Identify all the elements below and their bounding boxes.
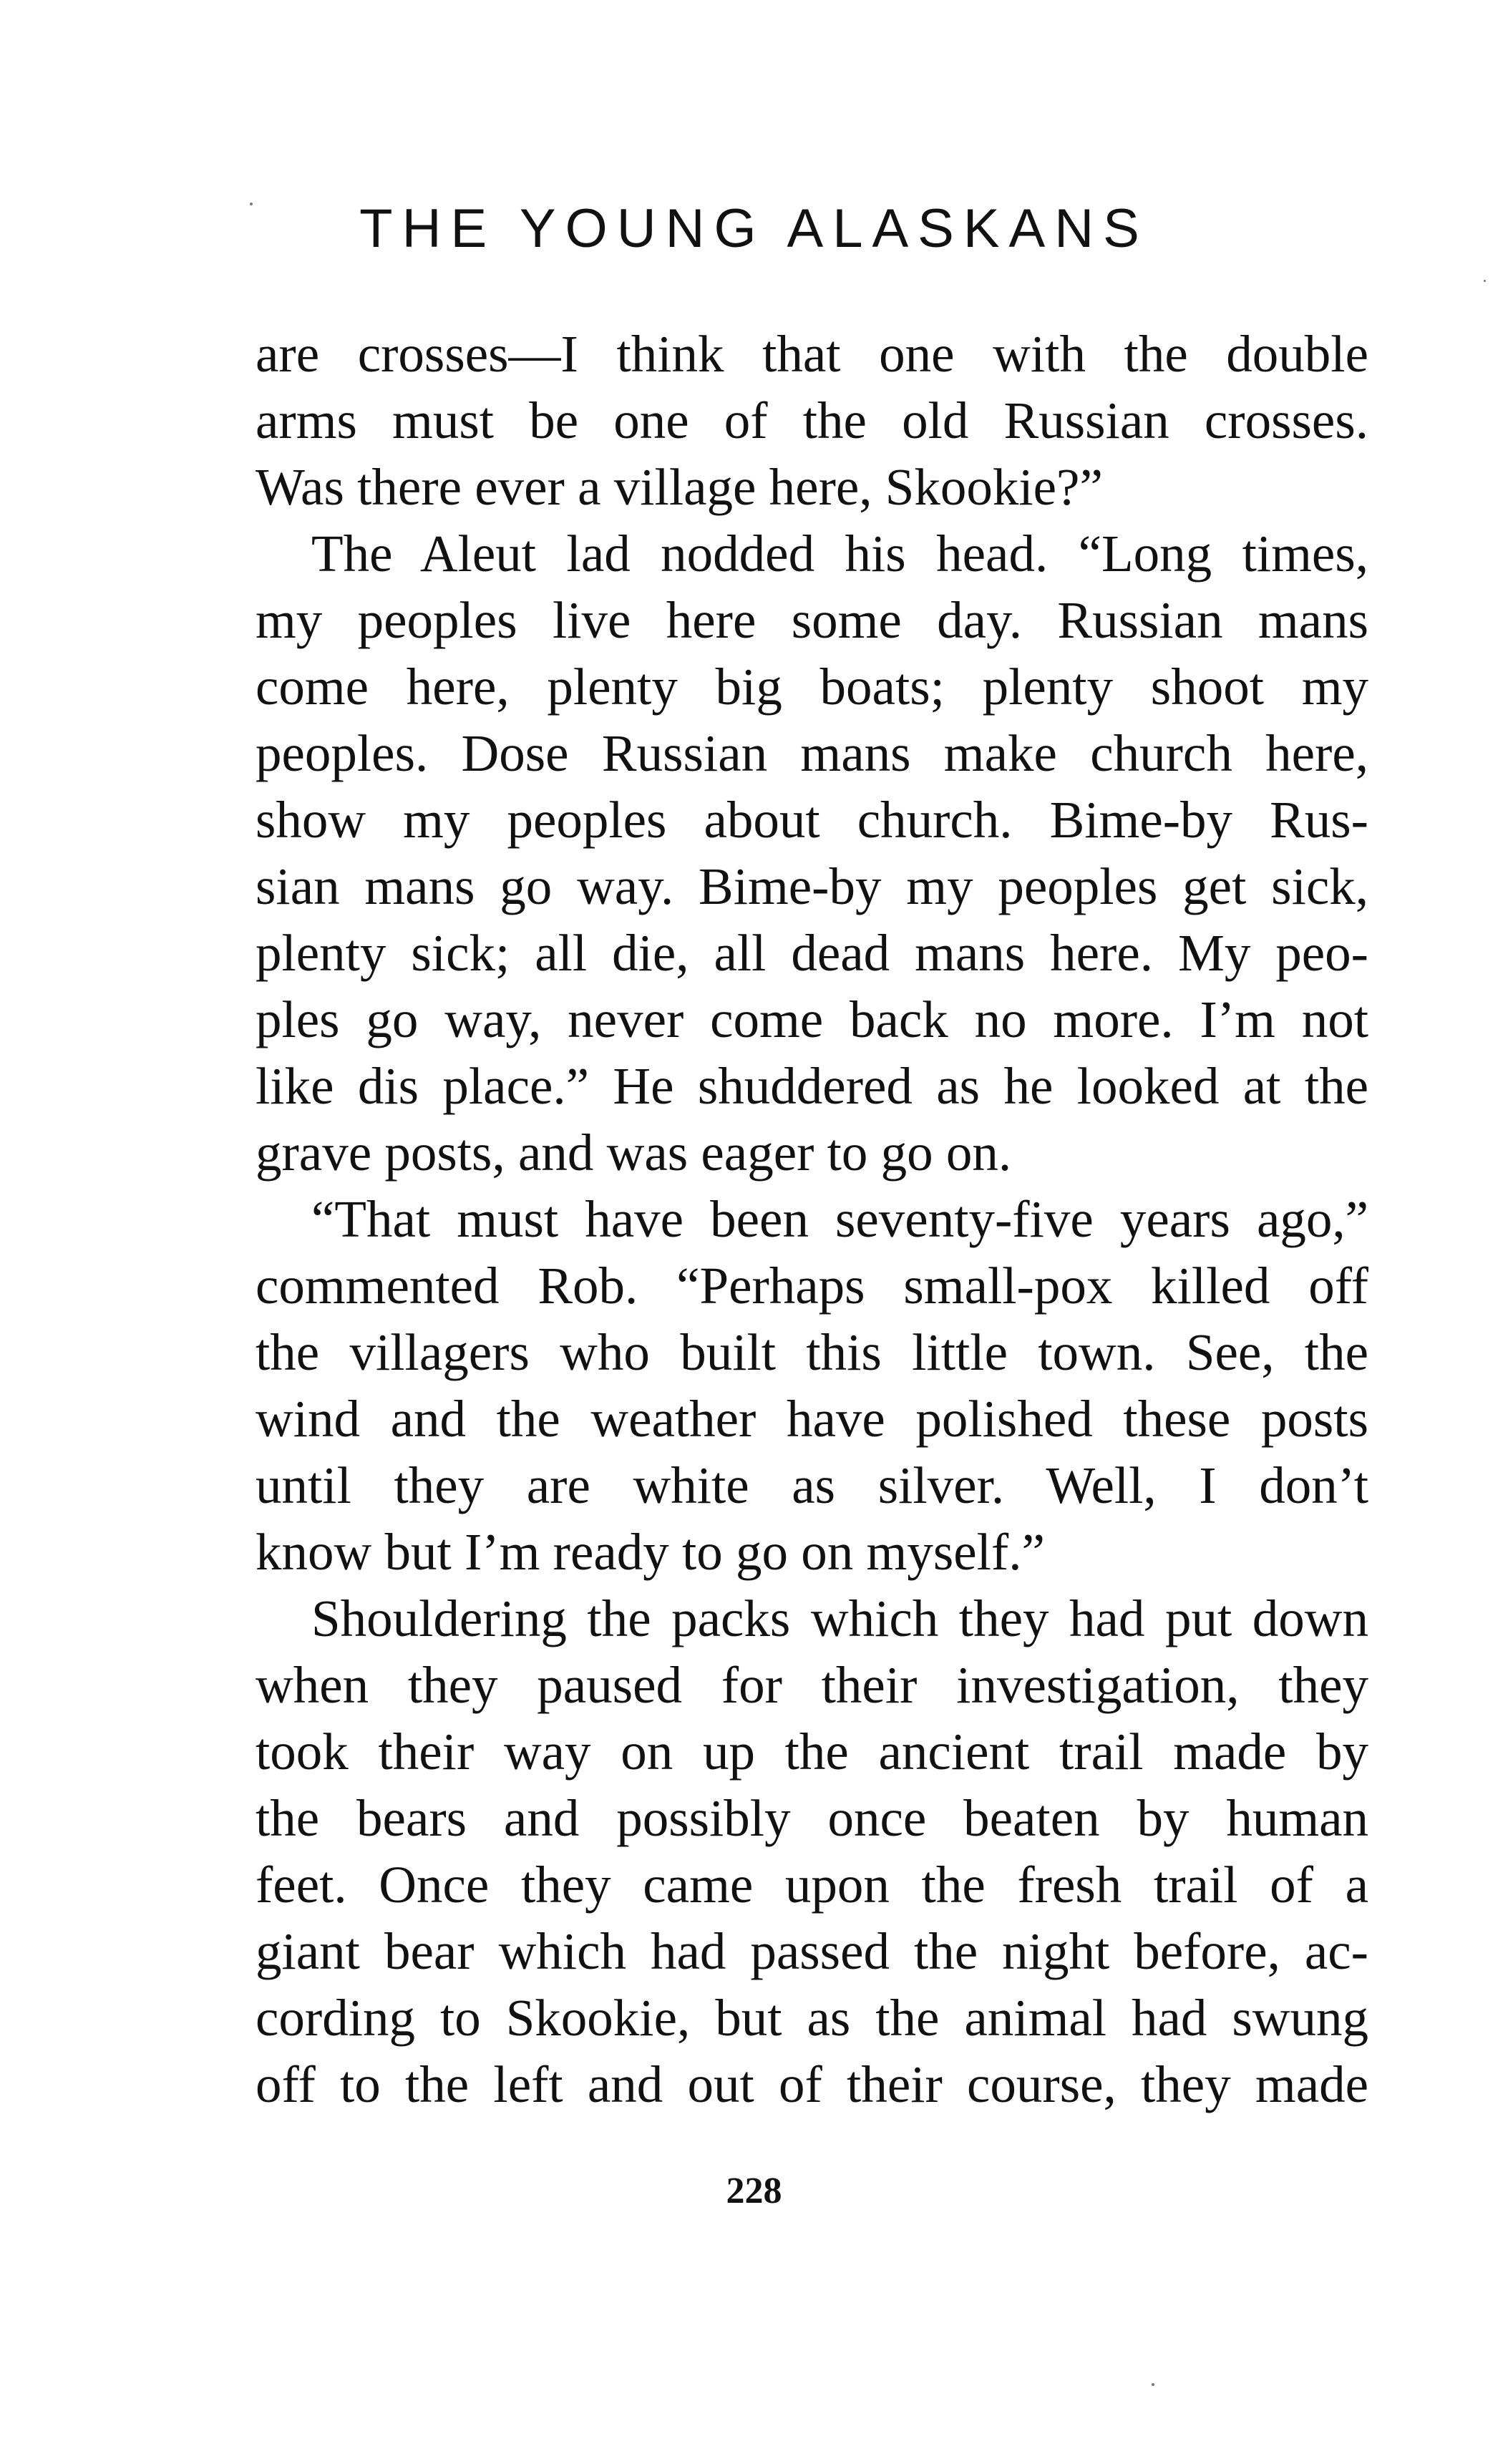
text-line: my peoples live here some day. Russian mans	[256, 591, 1368, 649]
text-line: arms must be one of the old Russian crosses.	[256, 391, 1368, 449]
page-number: 228	[726, 2171, 782, 2211]
paragraph-2	[256, 520, 1368, 1186]
text-line: The Aleut lad nodded his head. “Long times,	[311, 525, 1368, 583]
text-line: ples go way, never come back no more. I’m not	[256, 990, 1368, 1048]
text-line: show my peoples about church. Bime-by Rus-	[256, 791, 1368, 849]
text-line: took their way on up the ancient trail made by	[256, 1723, 1368, 1781]
paper-speck	[1152, 2383, 1154, 2386]
text-line: Shouldering the packs which they had put down	[311, 1589, 1368, 1647]
text-line: peoples. Dose Russian mans make church here,	[256, 724, 1368, 782]
text-line: off to the left and out of their course, they made	[256, 2055, 1368, 2113]
text-line: wind and the weather have polished these posts	[256, 1390, 1368, 1448]
paper-speck	[250, 203, 253, 205]
text-line: the bears and possibly once beaten by human	[256, 1789, 1368, 1847]
paragraph-1	[256, 321, 1368, 520]
text-line: “That must have been seventy-five years ago,”	[311, 1190, 1368, 1248]
running-head: THE YOUNG ALASKANS	[359, 198, 1149, 259]
text-line: the villagers who built this little town. See, the	[256, 1323, 1368, 1381]
text-line: sian mans go way. Bime-by my peoples get sick,	[256, 857, 1368, 915]
text-line: like dis place.” He shuddered as he looked at the	[256, 1057, 1368, 1115]
paper-speck	[1484, 280, 1486, 282]
text-line: when they paused for their investigation, they	[256, 1656, 1368, 1714]
text-line: know but I’m ready to go on myself.”	[256, 1523, 1045, 1581]
text-line: come here, plenty big boats; plenty shoot my	[256, 658, 1368, 716]
text-line: cording to Skookie, but as the animal had swung	[256, 1989, 1368, 2047]
body-text	[256, 321, 1368, 2118]
text-line: giant bear which had passed the night before, ac-	[256, 1922, 1368, 1980]
text-line: are crosses—I think that one with the double	[256, 325, 1368, 383]
paragraph-3	[256, 1186, 1368, 1585]
text-line: plenty sick; all die, all dead mans here. My peo-	[256, 924, 1368, 982]
text-line: feet. Once they came upon the fresh trail of a	[256, 1856, 1368, 1914]
text-line: until they are white as silver. Well, I don’t	[256, 1456, 1368, 1514]
paragraph-4	[256, 1585, 1368, 2118]
text-line: Was there ever a village here, Skookie?”	[256, 458, 1103, 516]
text-line: commented Rob. “Perhaps small-pox killed off	[256, 1257, 1368, 1315]
text-line: grave posts, and was eager to go on.	[256, 1124, 1012, 1182]
